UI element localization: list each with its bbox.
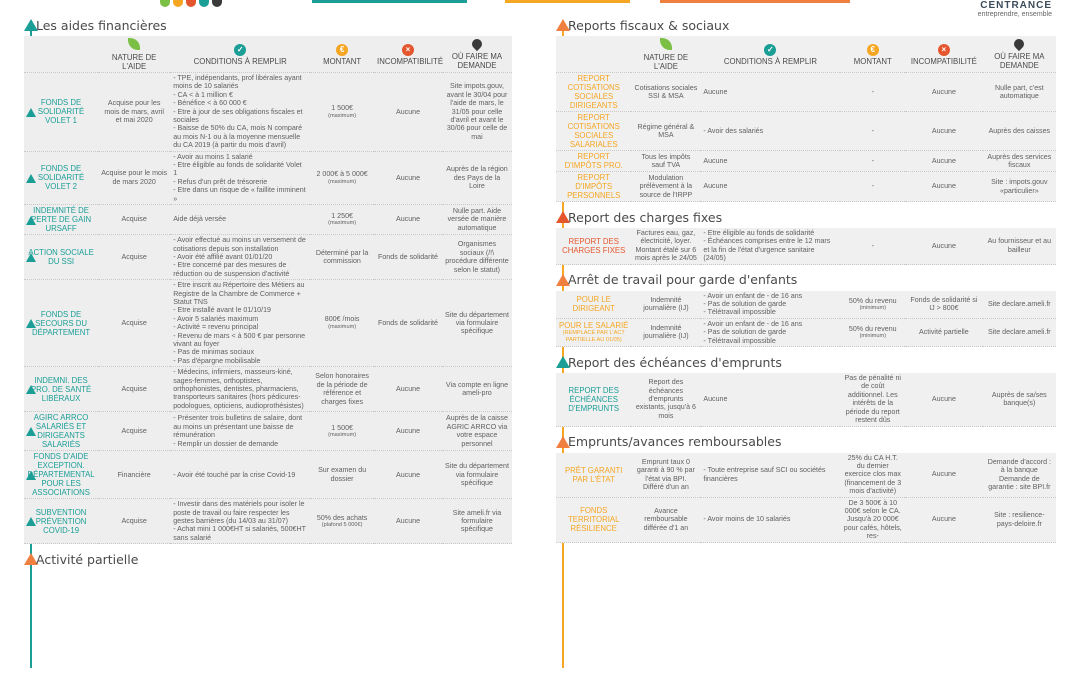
- table-row: [556, 73, 1056, 112]
- ou-cell: Via compte en ligne ameli-pro: [442, 367, 512, 412]
- nature-cell: Acquise: [98, 235, 170, 280]
- incompat-cell: Aucune: [905, 453, 983, 498]
- row-name: [556, 228, 631, 264]
- montant-value: 1 250€: [331, 211, 353, 220]
- header-montant: [840, 36, 905, 73]
- header-montant-label: MONTANT: [323, 56, 362, 66]
- row-marker-icon: [26, 385, 36, 394]
- ou-cell: Nulle part. Aide versée de manière automatique: [442, 205, 512, 235]
- row-name-label: FONDS TERRITORIAL RÉSILIENCE: [568, 506, 620, 534]
- nature-cell: Régime général & MSA: [631, 112, 700, 151]
- nature-cell: Indemnité journalière (IJ): [631, 318, 700, 346]
- incompat-cell: Aucune: [374, 151, 442, 204]
- row-marker-icon: [26, 427, 36, 436]
- header-nature-label: NATURE DE L'AIDE: [111, 53, 157, 71]
- nature-cell: Cotisations sociales SSI & MSA: [631, 73, 700, 112]
- incompat-cell: Fonds de solidarité si IJ > 800€: [905, 291, 983, 319]
- top-bar-red: [660, 0, 850, 3]
- montant-note: (maximum): [328, 323, 357, 330]
- header-montant-label: MONTANT: [853, 56, 892, 66]
- header-nature-label: NATURE DE L'AIDE: [643, 53, 689, 71]
- table-row: [24, 280, 512, 367]
- section-title-activite: [24, 548, 512, 570]
- row-name: FONDS D'AIDE EXCEPTION. DÉPARTEMENTAL POUR LES ASSOCIATIONS: [24, 451, 98, 499]
- montant-value: -: [871, 156, 874, 165]
- nature-cell: Acquise: [98, 499, 170, 544]
- nature-cell: Acquise pour le mois de mars 2020: [98, 151, 170, 204]
- header-incompat: [374, 36, 442, 73]
- incompat-cell: Aucune: [905, 112, 983, 151]
- incompat-cell: Aucune: [374, 367, 442, 412]
- table-row: [24, 235, 512, 280]
- montant-value: Selon honoraires de la période de référence et charges fixes: [315, 372, 369, 406]
- top-dot-1: [160, 0, 170, 7]
- aides-table-body: [24, 73, 512, 544]
- montant-cell: [310, 205, 374, 235]
- brand-tagline: entreprendre, ensemble: [977, 11, 1052, 18]
- row-name: FONDS DE SOLIDARITÉ VOLET 2: [24, 151, 98, 204]
- montant-cell: [840, 453, 905, 498]
- ou-cell: Site : resilience-pays-deloire.fr: [983, 497, 1056, 542]
- nature-cell: Acquise: [98, 205, 170, 235]
- row-name-label: POUR LE SALARIÉ: [559, 320, 629, 330]
- incompat-cell: Aucune: [905, 497, 983, 542]
- incompat-cell: Aucune: [374, 205, 442, 235]
- conditions-cell: - Avoir un enfant de - de 16 ans - Pas de solution de garde - Télétravail impossible: [700, 291, 840, 319]
- header-incompat-label: INCOMPATIBILITÉ: [910, 56, 977, 66]
- header-empty: [24, 36, 98, 73]
- right-column: [556, 14, 1056, 543]
- table-row: [24, 205, 512, 235]
- nature-cell: Acquise: [98, 280, 170, 367]
- table-row: [556, 318, 1056, 346]
- section-title-aides: [24, 14, 512, 36]
- row-name-label: PRÊT GARANTI PAR L'ÉTAT: [564, 465, 623, 484]
- table-row: [556, 228, 1056, 264]
- conditions-cell: Aucune: [700, 151, 840, 172]
- montant-cell: [840, 291, 905, 319]
- conditions-cell: - Toute entreprise sauf SCI ou sociétés financières: [700, 453, 840, 498]
- row-name-label: POUR LE DIRIGEANT: [572, 295, 615, 314]
- montant-value: -: [871, 182, 874, 191]
- row-name: AGIRC ARRCO SALARIÉS ET DIRIGEANTS SALARIÉS: [24, 412, 98, 451]
- row-name: [556, 497, 631, 542]
- conditions-cell: - Présenter trois bulletins de salaire, dont au moins un présentant une baisse de rémunération - Remplir un dossier de demande: [170, 412, 310, 451]
- section-title-text: Les aides financières: [36, 17, 167, 33]
- section-title-reports: [556, 14, 1056, 36]
- conditions-cell: - Etre éligible au fonds de solidarité - Échéances comprises entre le 12 mars et la fin de l'état d'urgence sanitaire (24/05): [700, 228, 840, 264]
- table-row: [556, 453, 1056, 498]
- aides-table: [24, 36, 512, 544]
- montant-value: 2 000€ à 5 000€: [316, 170, 368, 179]
- section-title-text: Emprunts/avances remboursables: [568, 434, 782, 449]
- row-name-label: REPORT COTISATIONS SOCIALES DIRIGEANTS: [567, 74, 620, 110]
- montant-cell: [840, 172, 905, 202]
- montant-cell: [840, 318, 905, 346]
- ou-cell: Auprès de la région des Pays de la Loire: [442, 151, 512, 204]
- row-name: [556, 291, 631, 319]
- ou-cell: Site : impots.gouv «particulier»: [983, 172, 1056, 202]
- emprunts-table: [556, 373, 1056, 426]
- nature-cell: Indemnité journalière (IJ): [631, 291, 700, 319]
- incompat-cell: Fonds de solidarité: [374, 280, 442, 367]
- section-title-text: Arrêt de travail pour garde d'enfants: [568, 272, 798, 288]
- nature-cell: Acquise: [98, 367, 170, 412]
- montant-cell: [310, 151, 374, 204]
- section-title-text: Report des échéances d'emprunts: [568, 354, 782, 370]
- top-bar-teal: [312, 0, 467, 3]
- montant-value: 50% du revenu: [848, 296, 897, 305]
- montant-note: (maximum): [328, 220, 357, 227]
- top-dot-3: [186, 0, 196, 7]
- ou-cell: Auprès de la caisse AGRIC ARRCO via votre espace personnel: [442, 412, 512, 451]
- table-row: [556, 291, 1056, 319]
- nature-cell: Modulation prélèvement à la source de l'IRPP: [631, 172, 700, 202]
- section-title-text: Reports fiscaux & sociaux: [568, 17, 730, 33]
- table-row: [24, 151, 512, 204]
- ou-cell: Site ameli.fr via formulaire spécifique: [442, 499, 512, 544]
- table-row: [556, 112, 1056, 151]
- montant-value: 1 500€: [331, 104, 353, 113]
- row-marker-icon: [26, 108, 36, 117]
- row-name: ACTION SOCIALE DU SSI: [24, 235, 98, 280]
- ou-cell: Site impots.gouv, avant le 30/04 pour l'aide de mars, le 31/05 pour celle d'avril et avant le 30/06 pour celle de mai: [442, 73, 512, 152]
- top-dot-4: [199, 0, 209, 7]
- row-name-label: REPORT D'IMPÔTS PRO.: [564, 152, 623, 170]
- header-conditions: [700, 36, 840, 73]
- row-name: INDEMNITÉ DE PERTE DE GAIN URSAFF: [24, 205, 98, 235]
- ou-cell: Auprès des caisses: [983, 112, 1056, 151]
- row-name: [556, 453, 631, 498]
- section-title-charges: [556, 206, 1056, 228]
- euro-icon: €: [867, 44, 879, 56]
- header-montant: [310, 36, 374, 73]
- montant-value: -: [871, 241, 874, 250]
- conditions-cell: - TPE, indépendants, prof libérales ayant moins de 10 salariés - CA < à 1 million € - Bénéfice < à 60 000 € - Etre à jour de ses obligations fiscales et sociales - Baisse de 50% du CA, mois N comparé au mois N-1 ou à la moyenne mensuelle du CA 2019 (à partir du mois d'avril): [170, 73, 310, 152]
- row-marker-icon: [26, 174, 36, 183]
- conditions-cell: Aide déjà versée: [170, 205, 310, 235]
- incompat-cell: Aucune: [905, 73, 983, 112]
- montant-value: -: [871, 87, 874, 96]
- montant-value: -: [871, 126, 874, 135]
- row-name-label: REPORT DES ÉCHÉANCES D'EMPRUNTS: [568, 385, 620, 413]
- ou-cell: Au fournisseur et au bailleur: [983, 228, 1056, 264]
- row-name: [556, 318, 631, 346]
- nature-cell: Report des échéances d'emprunts existants, jusqu'à 6 mois: [631, 373, 700, 426]
- top-dot-2: [173, 0, 183, 7]
- row-name: FONDS DE SECOURS DU DÉPARTEMENT: [24, 280, 98, 367]
- montant-cell: [310, 235, 374, 280]
- montant-value: 1 500€: [331, 423, 353, 432]
- section-title-emprunts: [556, 351, 1056, 373]
- ou-cell: Organismes sociaux (/!\ procédure différente selon le statut): [442, 235, 512, 280]
- ou-cell: Site declare.ameli.fr: [983, 318, 1056, 346]
- charges-table: [556, 228, 1056, 265]
- section-title-avances: [556, 431, 1056, 453]
- montant-note: (minimum): [859, 304, 886, 311]
- montant-value: 50% du revenu: [848, 324, 897, 333]
- row-name: FONDS DE SOLIDARITÉ VOLET 1: [24, 73, 98, 152]
- ou-cell: Auprès des services fiscaux: [983, 151, 1056, 172]
- row-name-note: (REMPLACÉ PAR L'ACT PARTIELLE AU 01/05): [562, 329, 625, 343]
- conditions-cell: Aucune: [700, 73, 840, 112]
- pin-icon: [1012, 37, 1026, 51]
- montant-value: Déterminé par la commission: [315, 248, 369, 266]
- montant-cell: [310, 412, 374, 451]
- row-marker-icon: [26, 253, 36, 262]
- montant-cell: [840, 151, 905, 172]
- ou-cell: Site du département via formulaire spécifique: [442, 451, 512, 499]
- header-incompat-label: INCOMPATIBILITÉ: [377, 56, 444, 66]
- montant-value: Sur examen du dossier: [318, 466, 367, 483]
- cross-icon: ×: [938, 44, 950, 56]
- leaf-icon: [660, 38, 672, 50]
- nature-cell: Financière: [98, 451, 170, 499]
- conditions-cell: Aucune: [700, 373, 840, 426]
- table-row: [556, 373, 1056, 426]
- table-row: [24, 451, 512, 499]
- montant-cell: [310, 280, 374, 367]
- top-bar-orange: [505, 0, 630, 3]
- ou-cell: Auprès de sa/ses banque(s): [983, 373, 1056, 426]
- euro-icon: €: [336, 44, 348, 56]
- nature-cell: Acquise pour les mois de mars, avril et mai 2020: [98, 73, 170, 152]
- conditions-cell: - Médecins, infirmiers, masseurs-kiné, sages-femmes, orthoptistes, orthophonistes, dentistes, pharmaciens, transporteurs sanitaires (hors pédicures-podologues, opticiens, audioprothésistes): [170, 367, 310, 412]
- header-incompat: [905, 36, 983, 73]
- montant-value: 25% du CA H.T. du dernier exercice clos max (financement de 3 mois d'activité): [844, 453, 902, 496]
- incompat-cell: Aucune: [374, 412, 442, 451]
- montant-cell: [840, 497, 905, 542]
- montant-cell: [310, 451, 374, 499]
- incompat-cell: Aucune: [905, 373, 983, 426]
- conditions-cell: - Avoir des salariés: [700, 112, 840, 151]
- incompat-cell: Fonds de solidarité: [374, 235, 442, 280]
- header-ou-label: OÙ FAIRE MA DEMANDE: [451, 52, 503, 70]
- montant-note: (maximum): [328, 431, 357, 438]
- incompat-cell: Aucune: [374, 73, 442, 152]
- conditions-cell: - Avoir été touché par la crise Covid-19: [170, 451, 310, 499]
- conditions-cell: - Investir dans des matériels pour isoler le poste de travail ou faire respecter les gestes barrières (du 14/03 au 31/07) - Achat mini 1 000€HT si salariés, 500€HT sans salarié: [170, 499, 310, 544]
- nature-cell: Factures eau, gaz, électricité, loyer. Montant étalé sur 6 mois après le 24/05: [631, 228, 700, 264]
- nature-cell: Acquise: [98, 412, 170, 451]
- montant-value: De 3 500€ à 10 000€ selon le CA. Jusqu'à 20 000€ pour cafés, hôtels, res-: [843, 498, 902, 541]
- row-name-label: REPORT D'IMPÔTS PERSONNELS: [567, 173, 621, 200]
- table-row: [556, 172, 1056, 202]
- ou-cell: Site declare.ameli.fr: [983, 291, 1056, 319]
- section-title-garde: [556, 269, 1056, 291]
- row-name: SUBVENTION PRÉVENTION COVID-19: [24, 499, 98, 544]
- row-name-label: REPORT COTISATIONS SOCIALES SALARIALES: [567, 113, 620, 149]
- conditions-cell: - Avoir moins de 10 salariés: [700, 497, 840, 542]
- conditions-cell: - Avoir un enfant de - de 16 ans - Pas de solution de garde - Télétravail impossible: [700, 318, 840, 346]
- row-name: [556, 112, 631, 151]
- row-name: [556, 373, 631, 426]
- nature-cell: Avance remboursable différée d'1 an: [631, 497, 700, 542]
- leaf-icon: [128, 38, 140, 50]
- header-empty: [556, 36, 631, 73]
- conditions-cell: - Etre inscrit au Répertoire des Métiers au Registre de la Chambre de Commerce + Statut TNS - Etre installé avant le 01/10/19 - Avoir 5 salariés maximum - Activité = revenu principal - Revenu de mars < à 500 € par personne vivant au foyer - Pas de minimas sociaux - Pas d'épargne mobilisable: [170, 280, 310, 367]
- conditions-cell: - Avoir effectué au moins un versement de cotisations depuis son installation - Avoir été affilié avant 01/01/20 - Etre concerné par des mesures de réduction ou de suspension d'activité: [170, 235, 310, 280]
- row-marker-icon: [26, 216, 36, 225]
- cross-icon: ×: [402, 44, 414, 56]
- header-conditions-label: CONDITIONS À REMPLIR: [723, 56, 817, 66]
- montant-cell: [310, 73, 374, 152]
- table-row: [24, 412, 512, 451]
- incompat-cell: Aucune: [905, 228, 983, 264]
- montant-note: (maximum): [328, 178, 357, 185]
- check-icon: ✓: [764, 44, 776, 56]
- header-nature: [98, 36, 170, 73]
- conditions-cell: Aucune: [700, 172, 840, 202]
- table-row: [24, 73, 512, 152]
- header-nature: [631, 36, 700, 73]
- header-ou-label: OÙ FAIRE MA DEMANDE: [994, 52, 1045, 70]
- ou-cell: Demande d'accord : à la banque Demande de garantie : site BPI.fr: [983, 453, 1056, 498]
- table-row: [556, 497, 1056, 542]
- section-title-text: Report des charges fixes: [568, 209, 723, 225]
- montant-note: (minimum): [859, 333, 886, 340]
- nature-cell: Tous les impôts sauf TVA: [631, 151, 700, 172]
- row-marker-icon: [26, 517, 36, 526]
- row-name: [556, 172, 631, 202]
- montant-note: (plafond 5 000€): [321, 521, 363, 528]
- avances-table: [556, 453, 1056, 543]
- montant-cell: [840, 373, 905, 426]
- nature-cell: Emprunt taux 0 garanti à 90 % par l'état via BPI. Différé d'un an: [631, 453, 700, 498]
- montant-value: 50% des achats: [316, 513, 368, 522]
- montant-cell: [840, 73, 905, 112]
- table-row: [24, 367, 512, 412]
- row-name-label: REPORT DES CHARGES FIXES: [562, 236, 626, 255]
- row-name: [556, 151, 631, 172]
- header-conditions: [170, 36, 310, 73]
- ou-cell: Site du département via formulaire spécifique: [442, 280, 512, 367]
- montant-cell: [840, 228, 905, 264]
- table-row: [556, 151, 1056, 172]
- montant-cell: [310, 499, 374, 544]
- check-icon: ✓: [234, 44, 246, 56]
- incompat-cell: Aucune: [374, 499, 442, 544]
- left-column: [24, 14, 512, 570]
- section-title-text: Activité partielle: [36, 551, 139, 567]
- row-marker-icon: [26, 319, 36, 328]
- header-conditions-label: CONDITIONS À REMPLIR: [193, 56, 287, 66]
- row-name: INDEMNI. DES PRO. DE SANTÉ LIBÉRAUX: [24, 367, 98, 412]
- reports-table: [556, 36, 1056, 202]
- incompat-cell: Aucune: [905, 172, 983, 202]
- montant-value: 800€ /mois: [324, 315, 360, 324]
- garde-table: [556, 291, 1056, 347]
- montant-cell: [840, 112, 905, 151]
- table-row: [24, 499, 512, 544]
- top-dot-5: [212, 0, 222, 7]
- incompat-cell: Activité partielle: [905, 318, 983, 346]
- montant-value: Pas de pénalité ni de coût additionnel. Les intérêts de la période du report restent dûs: [844, 374, 901, 425]
- header-ou: [983, 36, 1056, 73]
- table-header-row: [556, 36, 1056, 73]
- table-header-row: [24, 36, 512, 73]
- header-ou: [442, 36, 512, 73]
- row-name: [556, 73, 631, 112]
- incompat-cell: Aucune: [905, 151, 983, 172]
- montant-note: (maximum): [328, 112, 357, 119]
- pin-icon: [470, 37, 484, 51]
- brand-name: CENTRANCE: [980, 0, 1052, 11]
- ou-cell: Nulle part, c'est automatique: [983, 73, 1056, 112]
- top-strip: [0, 0, 1080, 18]
- row-marker-icon: [26, 471, 36, 480]
- conditions-cell: - Avoir au moins 1 salarié - Etre éligible au fonds de solidarité Volet 1 - Refus d'un prêt de trésorerie - Etre dans un risque de « faillite imminent »: [170, 151, 310, 204]
- montant-cell: [310, 367, 374, 412]
- incompat-cell: Aucune: [374, 451, 442, 499]
